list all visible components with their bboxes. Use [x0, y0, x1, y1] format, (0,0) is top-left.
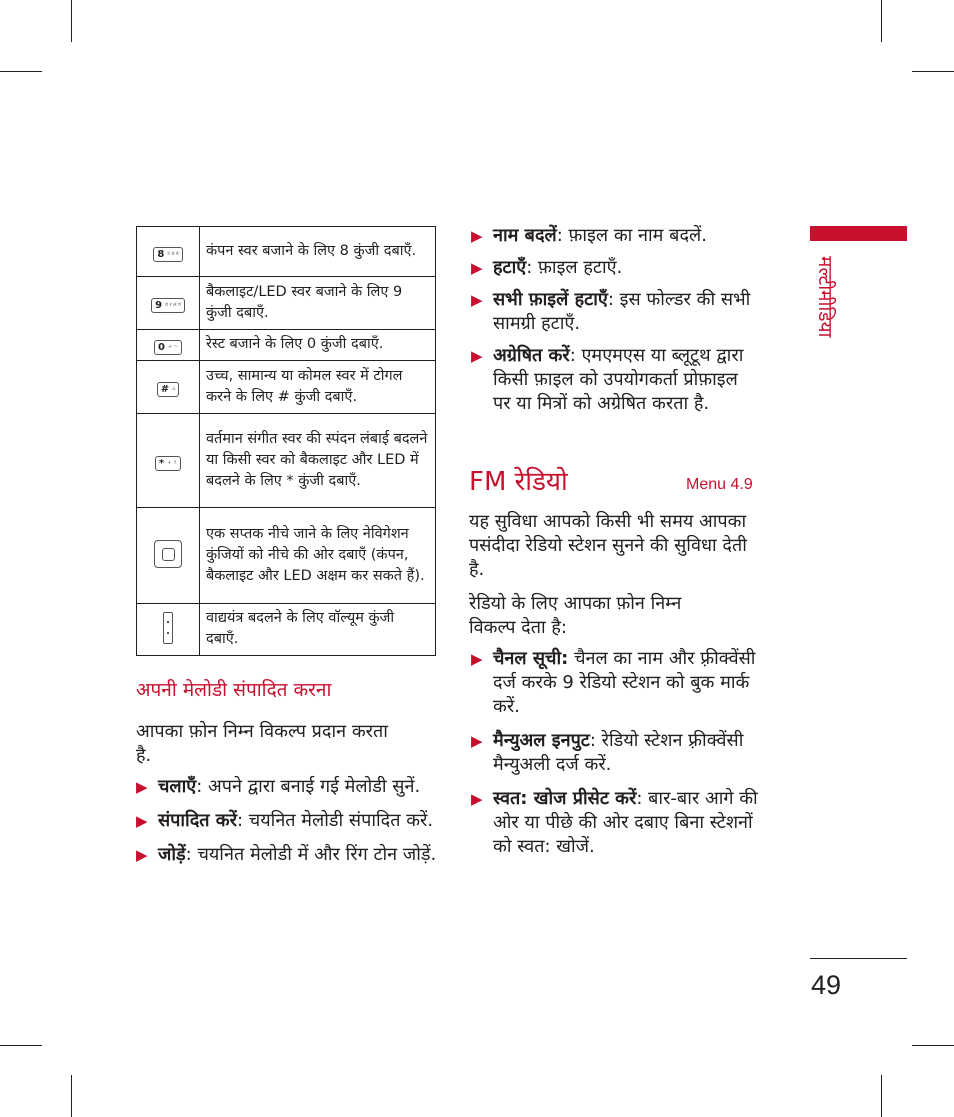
- list-item: ▶ स्वत: खोज प्रीसेट करें: बार-बार आगे की ओर या पीछे की ओर दबाए बिना स्टेशनों को स्वत: खोजें.: [471, 788, 758, 857]
- key-description: वर्तमान संगीत स्वर की स्पंदन लंबाई बदलने या किसी स्वर को बैकलाइट और LED में बदलने के लिए * कुंजी दबाएँ.: [200, 414, 436, 508]
- crop-mark: [0, 71, 42, 72]
- table-row: [137, 227, 436, 277]
- key-hash-icon: # ⌂: [157, 382, 180, 397]
- fm-radio-intro: यह सुविधा आपको किसी भी समय आपका पसंदीदा रेडियो स्टेशन सुनने की सुविधा देती है.: [469, 511, 747, 580]
- key-9-icon: 9 य र ल व: [151, 298, 185, 313]
- volume-key-icon: [163, 612, 173, 644]
- arrow-icon: ▶: [471, 259, 483, 277]
- key-cell: [137, 361, 200, 414]
- key-cell: [137, 414, 200, 508]
- fm-radio-intro-2: रेडियो के लिए आपका फ़ोन निम्न विकल्प देता है:: [469, 593, 682, 638]
- arrow-icon: ▶: [471, 291, 483, 309]
- list-item: ▶ नाम बदलें: फ़ाइल का नाम बदलें.: [471, 225, 707, 246]
- key-description: उच्च, सामान्य या कोमल स्वर में टोगल करने के लिए # कुंजी दबाएँ.: [200, 361, 436, 414]
- key-description: रेस्ट बजाने के लिए 0 कुंजी दबाएँ.: [200, 330, 436, 361]
- navigation-key-icon: [154, 540, 182, 568]
- key-cell: [137, 330, 200, 361]
- table-row: [137, 330, 436, 361]
- arrow-icon: ▶: [471, 227, 483, 245]
- key-cell: [137, 277, 200, 330]
- table-row: [137, 508, 436, 604]
- list-item: ▶ संपादित करें: चयनित मेलोडी संपादित करें.: [136, 810, 434, 831]
- file-option-list: [471, 224, 761, 426]
- table-row: [137, 604, 436, 656]
- arrow-icon: ▶: [136, 846, 148, 864]
- crop-mark: [881, 1075, 882, 1117]
- list-item: ▶ मैन्युअल इनपुट: रेडियो स्टेशन फ़्रीक्वेंसी मैन्युअली दर्ज करें.: [471, 730, 744, 775]
- melody-edit-heading: अपनी मेलोडी संपादित करना: [136, 679, 332, 701]
- crop-mark: [912, 71, 954, 72]
- fm-radio-option-list: [471, 647, 763, 869]
- arrow-icon: ▶: [471, 650, 483, 668]
- key-0-icon: 0 + ~: [154, 340, 182, 355]
- crop-mark: [912, 1045, 954, 1046]
- key-description: बैकलाइट/LED स्वर बजाने के लिए 9 कुंजी दबाएँ.: [200, 277, 436, 330]
- melody-edit-intro: आपका फ़ोन निम्न विकल्प प्रदान करता है.: [136, 721, 388, 766]
- melody-option-list: [136, 775, 441, 877]
- key-description: एक सप्तक नीचे जाने के लिए नेविगेशन कुंजियों को नीचे की ओर दबाएँ (कंपन, बैकलाइट और LED अक्षम कर सकते हैं).: [200, 508, 436, 604]
- table-row: [137, 277, 436, 330]
- arrow-icon: ▶: [136, 778, 148, 796]
- page-number-rule: [810, 958, 907, 959]
- key-cell: [137, 604, 200, 656]
- key-cell: [137, 508, 200, 604]
- arrow-icon: ▶: [136, 812, 148, 830]
- crop-mark: [71, 0, 72, 42]
- list-item: ▶ जोड़ें: चयनित मेलोडी में और रिंग टोन जोड़ें.: [136, 844, 437, 865]
- section-label: मल्टीमीडिया: [814, 256, 836, 338]
- table-row: [137, 361, 436, 414]
- crop-mark: [0, 1045, 42, 1046]
- arrow-icon: ▶: [471, 732, 483, 750]
- arrow-icon: ▶: [471, 347, 483, 365]
- page-number: 49: [811, 970, 842, 1000]
- table-row: [137, 414, 436, 508]
- key-function-table: [136, 226, 436, 656]
- list-item: ▶ सभी फ़ाइलें हटाएँ: इस फोल्डर की सभी सामग्री हटाएँ.: [471, 289, 751, 334]
- crop-mark: [71, 1075, 72, 1117]
- list-item: ▶ चलाएँ: अपने द्वारा बनाई गई मेलोडी सुनें.: [136, 776, 421, 797]
- menu-reference: Menu 4.9: [686, 476, 753, 493]
- fm-radio-title: FM रेडियो: [469, 467, 568, 497]
- arrow-icon: ▶: [471, 790, 483, 808]
- key-cell: [137, 227, 200, 277]
- list-item: ▶ अग्रेषित करें: एमएमएस या ब्लूटूथ द्वारा किसी फ़ाइल को उपयोगकर्ता प्रोफ़ाइल पर या मित्रों को अग्रेषित करता है.: [471, 345, 744, 414]
- key-description: कंपन स्वर बजाने के लिए 8 कुंजी दबाएँ.: [200, 227, 436, 277]
- key-star-icon: * + ↑: [155, 456, 181, 471]
- section-tab-bar: [810, 226, 907, 241]
- list-item: ▶ चैनल सूची: चैनल का नाम और फ़्रीक्वेंसी दर्ज करके 9 रेडियो स्टेशन को बुक मार्क करें.: [471, 648, 756, 717]
- crop-mark: [881, 0, 882, 42]
- list-item: ▶ हटाएँ: फ़ाइल हटाएँ.: [471, 257, 623, 278]
- key-8-icon: 8 ट ठ ड: [153, 247, 182, 262]
- key-description: वाद्ययंत्र बदलने के लिए वॉल्यूम कुंजी दबाएँ.: [200, 604, 436, 656]
